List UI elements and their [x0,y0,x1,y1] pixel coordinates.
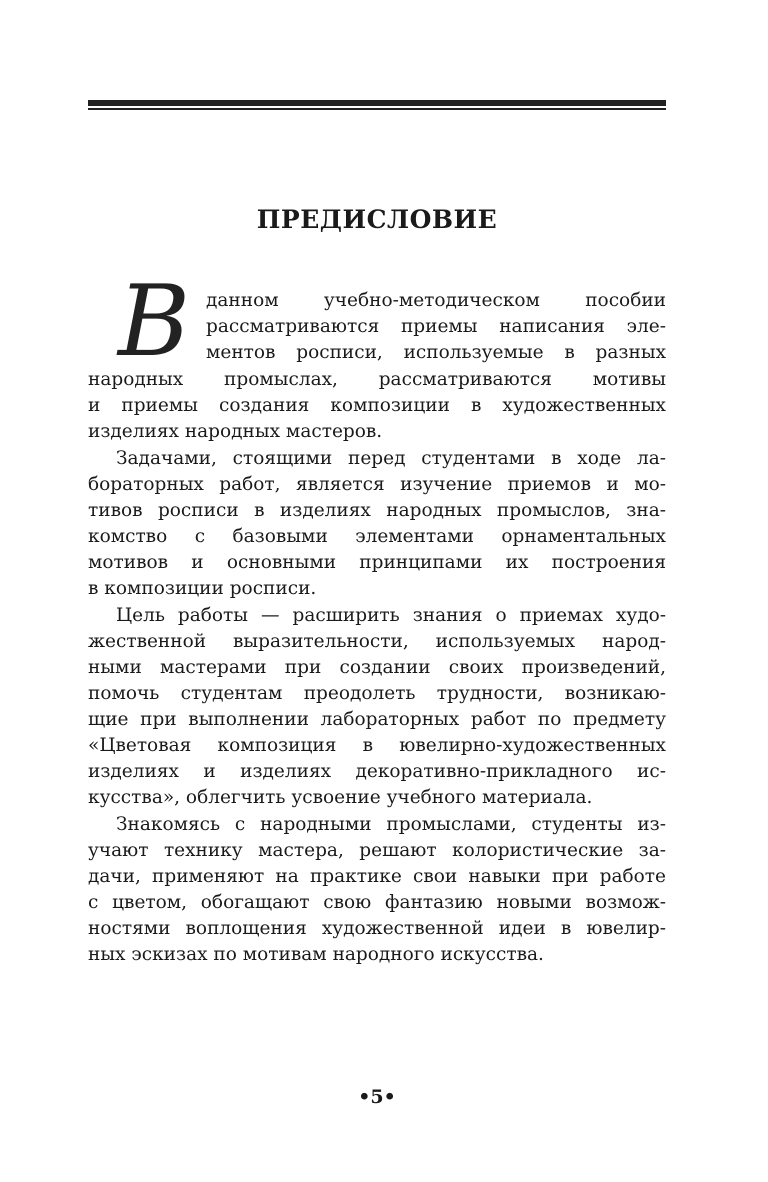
text-line: Задачами, стоящими перед студентами в ходе ла- [116,448,666,469]
text-line: народных промыслах, рассматриваются мотивы [88,369,666,390]
drop-cap-letter: В [117,265,191,379]
text-line: данном учебно-методическом пособии [206,290,666,311]
text-line: с цветом, обогащают свою фантазию новыми возмож- [88,892,666,913]
text-line: «Цветовая композиция в ювелирно-художественных [88,735,666,756]
text-line: рассматриваются приемы написания эле- [206,316,666,337]
section-title: ПРЕДИСЛОВИЕ [256,205,498,234]
text-line: изделиях народных мастеров. [88,421,383,442]
text-line: учают технику мастера, решают колористические за- [88,840,666,861]
text-line: изделиях и изделиях декоративно-прикладного ис- [88,761,666,782]
text-line: ностями воплощения художественной идеи в ювелир- [88,918,666,939]
text-line: ных эскизах по мотивам народного искусства. [88,944,544,965]
text-line: комство с базовыми элементами орнаментальных [88,526,666,547]
text-line: в композиции росписи. [88,578,317,599]
text-line: кусства», облегчить усвоение учебного материала. [88,787,593,808]
text-line: Цель работы — расширить знания о приемах худо- [116,605,666,626]
header-rule-thin [88,108,666,110]
text-line: жественной выразительности, используемых народ- [88,631,666,652]
text-line: тивов росписи в изделиях народных промыслов, зна- [88,500,666,521]
text-line: щие при выполнении лабораторных работ по предмету [88,709,666,730]
text-line: дачи, применяют на практике свои навыки при работе [88,866,666,887]
text-line: мотивов и основными принципами их построения [88,552,666,573]
text-line: ментов росписи, используемые в разных [206,342,666,363]
text-line: помочь студентам преодолеть трудности, возникаю- [88,683,666,704]
text-line: Знакомясь с народными промыслами, студенты из- [116,814,666,835]
header-rule-thick [88,100,666,106]
page-number: •5• [358,1086,396,1108]
text-line: бораторных работ, является изучение приемов и мо- [88,474,666,495]
text-line: ными мастерами при создании своих произведений, [88,657,666,678]
text-line: и приемы создания композиции в художественных [88,395,666,416]
